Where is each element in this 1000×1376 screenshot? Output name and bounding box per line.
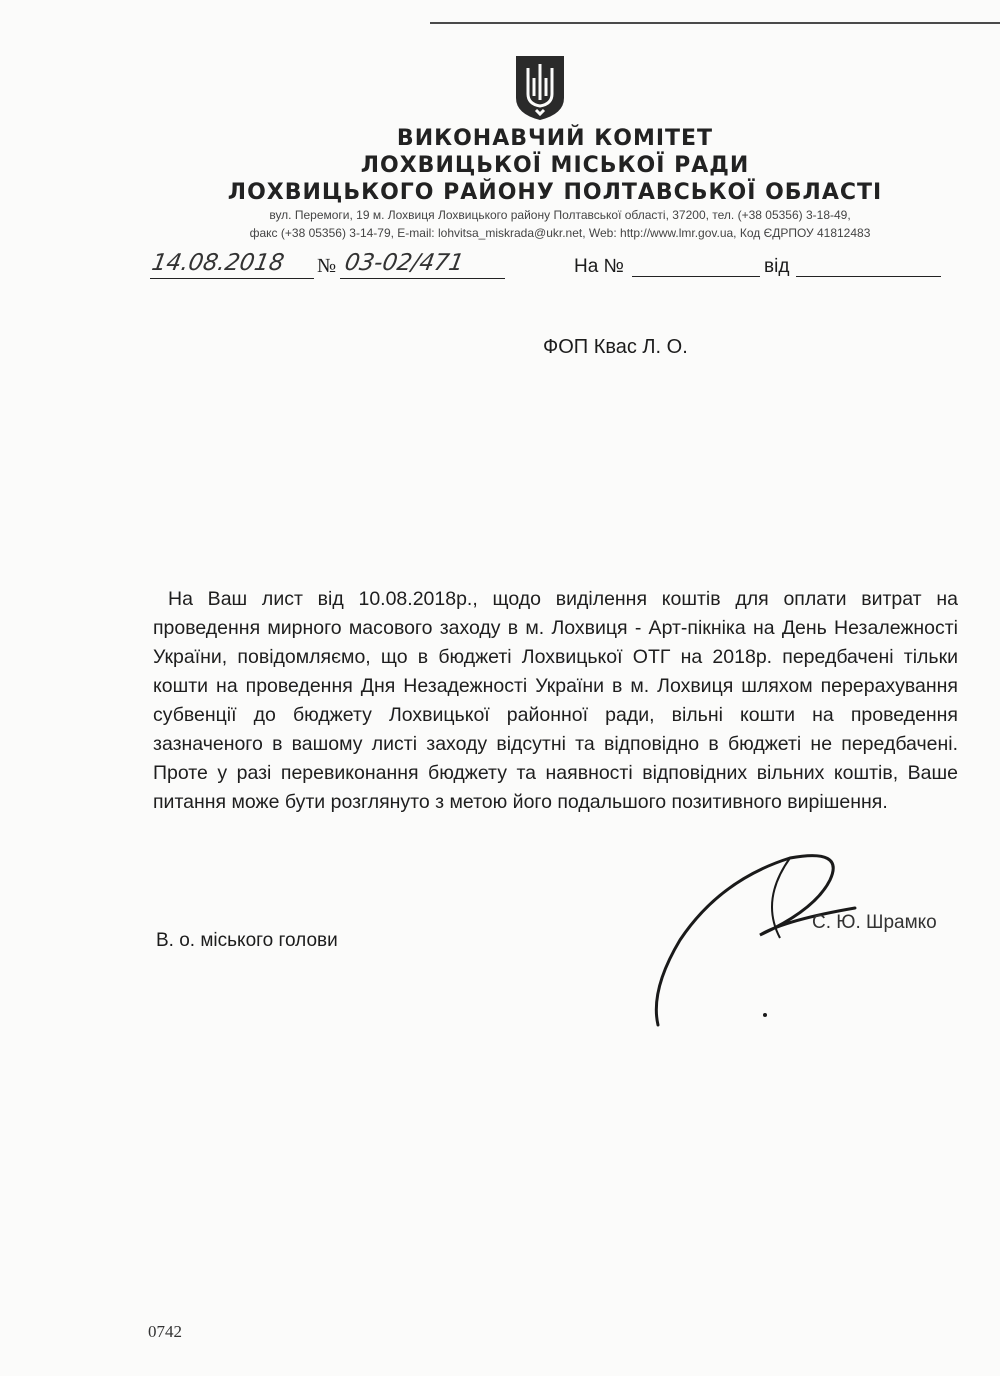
- signer-title: В. о. міського голови: [156, 930, 338, 951]
- signer-name: С. Ю. Шрамко: [812, 912, 937, 933]
- incoming-date-line: [796, 276, 941, 277]
- incoming-number-label: На №: [574, 256, 624, 277]
- date-underline: [150, 278, 314, 279]
- org-name-line-1: ВИКОНАВЧИЙ КОМІТЕТ: [396, 126, 714, 151]
- trident-coat-of-arms-icon: [514, 54, 566, 122]
- top-edge-line: [430, 22, 1000, 24]
- org-name-line-3: ЛОХВИЦЬКОГО РАЙОНУ ПОЛТАВСЬКОЇ ОБЛАСТІ: [227, 180, 883, 205]
- number-underline: [340, 278, 505, 279]
- address-line-2: факс (+38 05356) 3-14-79, E-mail: lohvitsa_miskrada@ukr.net, Web: http://www.lmr.gov.ua, Код ЄДРПОУ 41812483: [249, 226, 871, 240]
- incoming-number-line: [632, 276, 760, 277]
- addressee: ФОП Квас Л. О.: [543, 336, 688, 358]
- address-line-1: вул. Перемоги, 19 м. Лохвиця Лохвицького району Полтавської області, 37200, тел. (+38 05356) 3-18-49,: [269, 208, 851, 222]
- footer-code: 0742: [148, 1322, 182, 1341]
- outgoing-date: 14.08.2018: [149, 250, 286, 276]
- incoming-date-label: від: [764, 256, 790, 277]
- handwritten-signature-icon: [640, 840, 880, 1030]
- letter-body: На Ваш лист від 10.08.2018р., щодо виділення коштів для оплати витрат на проведення мирного масового заходу в м. Лохвиця - Арт-пікніка на День Незалежності України, повідомляємо, що в бюджеті Лохвицької ОТГ на 2018р. передбачені тільки кошти на проведення Дня Незадежності України в м. Лохвиця шляхом перерахування субвенції до бюджету Лохвицької районної ради, вільні кошти на проведення зазначеного в вашому листі заходу відсутні та відповідно в бюджеті не передбачені. Проте у разі перевиконання бюджету та наявності відповідних вільних коштів, Ваше питання може бути розглянуто з метою його подальшого позитивного вирішення.: [153, 588, 958, 813]
- org-name-line-2: ЛОХВИЦЬКОЇ МІСЬКОЇ РАДИ: [360, 153, 750, 178]
- outgoing-number: 03-02/471: [342, 250, 466, 276]
- number-label: №: [317, 255, 337, 277]
